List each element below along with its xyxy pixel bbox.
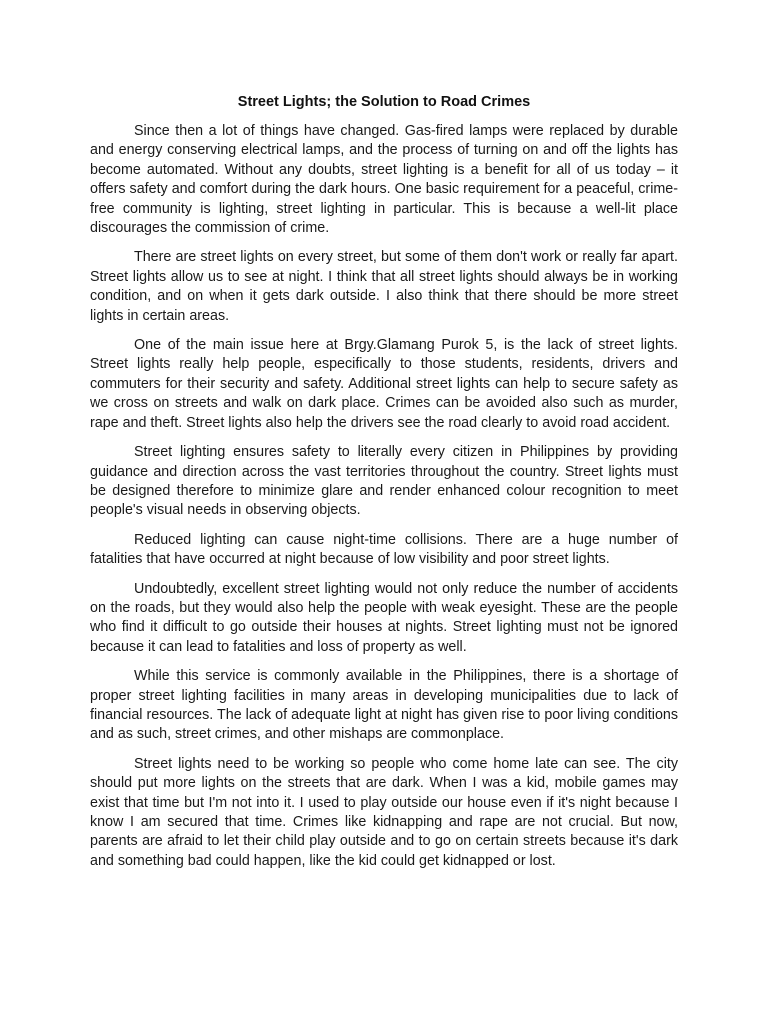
paragraph-6: Undoubtedly, excellent street lighting would not only reduce the number of accidents on the roads, but they would also help the people with weak eyesight. These are the people who find it difficult to go outside their houses at nights. Street lighting must not be ignored because it can lead to fatalities and loss of property as well.	[90, 580, 678, 655]
paragraph-1: Since then a lot of things have changed. Gas-fired lamps were replaced by durable and energy conserving electrical lamps, and the process of turning on and off the lights has become automated. Without any doubts, street lighting is a benefit for all of us today – it offers safety and comfort during the dark hours. One basic requirement for a peaceful, crime-free community is lighting, street lighting in particular. This is because a well-lit place discourages the commission of crime.	[90, 123, 678, 237]
paragraph-7: While this service is commonly available in the Philippines, there is a shortage of proper street lighting facilities in many areas in developing municipalities due to lack of financial resources. The lack of adequate light at night has given rise to poor living conditions and as such, street crimes, and other mishaps are commonplace.	[90, 668, 678, 743]
paragraph-5: Reduced lighting can cause night-time collisions. There are a huge number of fatalities that have occurred at night because of low visibility and poor street lights.	[90, 531, 678, 568]
paragraph-2: There are street lights on every street, but some of them don't work or really far apart. Street lights allow us to see at night. I think that all street lights should always be in working condition, and on when it gets dark outside. I also think that there should be more street lights in certain areas.	[90, 249, 678, 324]
paragraph-4: Street lighting ensures safety to literally every citizen in Philippines by providing guidance and direction across the vast territories throughout the country. Street lights must be designed therefore to minimize glare and render enhanced colour recognition to meet people's visual needs in observing objects.	[90, 444, 678, 519]
paragraph-3: One of the main issue here at Brgy.Glamang Purok 5, is the lack of street lights. Street lights really help people, especifically to those students, residents, drivers and commuters for their security and safety. Additional street lights can help to secure safety as we cross on streets and walk on dark place. Crimes can be avoided also such as murder, rape and theft. Street lights also help the drivers see the road clearly to avoid road accident.	[90, 337, 678, 431]
document-body	[90, 122, 678, 881]
document-title: Street Lights; the Solution to Road Crimes	[237, 94, 531, 110]
paragraph-8: Street lights need to be working so people who come home late can see. The city should put more lights on the streets that are dark. When I was a kid, mobile games may exist that time but I'm not into it. I used to play outside our house even if it's night because I know I am secured that time. Crimes like kidnapping and rape are not crucial. But now, parents are afraid to let their child play outside and to go on certain streets because it's dark and something bad could happen, like the kid could get kidnapped or lost.	[90, 755, 678, 869]
